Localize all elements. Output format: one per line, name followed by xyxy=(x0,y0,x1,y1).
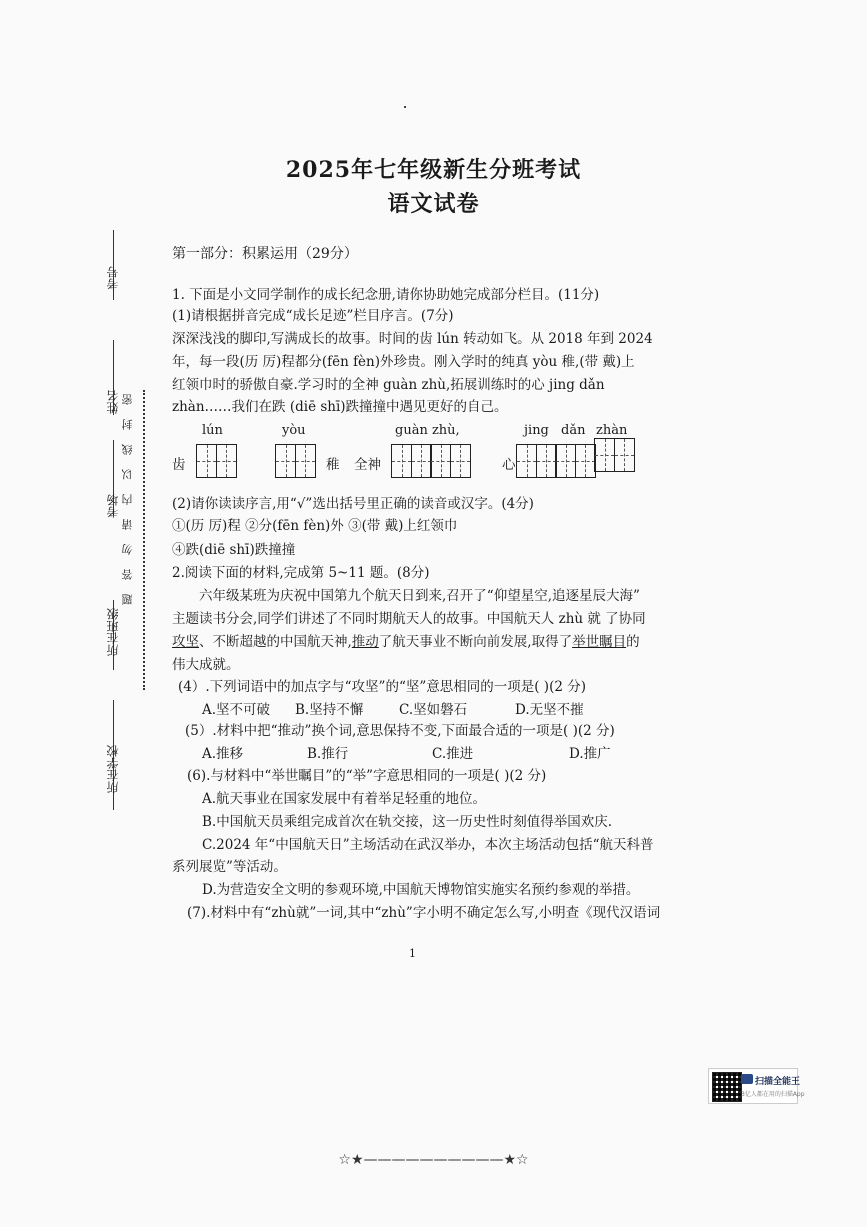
q4-stem: (4）.下列词语中的加点字与“攻坚”的“坚”意思相同的一项是( )(2 分) xyxy=(178,679,586,695)
part1-heading: 第一部分：积累运用（29分） xyxy=(172,246,358,262)
scanner-logo-icon xyxy=(741,1074,753,1084)
q5-stem: (5）.材料中把“推动”换个词,意思保持不变,下面最合适的一项是( )(2 分) xyxy=(185,723,615,739)
q4-option-a[interactable]: A.坚不可破 xyxy=(202,702,271,718)
q1-stem: 1. 下面是小文同学制作的成长纪念册,请你协助她完成部分栏目。(11分) xyxy=(172,287,600,303)
pinyin-zhan: zhàn xyxy=(596,423,628,438)
q4-option-d[interactable]: D.无坚不摧 xyxy=(515,702,584,718)
exam-title: 2025年七年级新生分班考试 xyxy=(285,157,582,183)
answer-boxes-jingdanzhan[interactable] xyxy=(516,444,633,478)
seal-line-text: 题答勿请内以线封密 xyxy=(121,380,134,605)
char-zhi: 稚 xyxy=(326,457,340,473)
q5-option-d[interactable]: D.推广 xyxy=(569,746,611,762)
q1-passage-line: 红领巾时的骄傲自豪.学习时的全神 guàn zhù,拓展训练时的心 jing dǎn xyxy=(172,377,605,393)
answer-box[interactable] xyxy=(295,444,316,478)
room-label: 考场 xyxy=(106,494,120,518)
answer-box[interactable] xyxy=(555,444,576,478)
q2-material-line: 伟大成就。 xyxy=(172,657,240,673)
q5-option-a[interactable]: A.推移 xyxy=(202,746,244,762)
scan-speck xyxy=(404,106,406,108)
answer-box[interactable] xyxy=(411,444,432,478)
char-chi: 齿 xyxy=(172,457,186,473)
qr-code-icon xyxy=(712,1072,742,1102)
underlined-gongjian: 攻坚 xyxy=(172,634,199,650)
answer-box[interactable] xyxy=(196,444,217,478)
q1-passage-line: zhàn……我们在跌 (diē shī)跌撞撞中遇见更好的自己。 xyxy=(172,399,508,415)
char-quanshen: 全神 xyxy=(354,457,381,473)
answer-box[interactable] xyxy=(594,438,615,472)
answer-box[interactable] xyxy=(216,444,237,478)
q1-passage-line: 深深浅浅的脚印,写满成长的故事。时间的齿 lún 转动如飞。从 2018 年到 2024 xyxy=(172,331,653,347)
underlined-jushizhumu: 举世瞩目 xyxy=(572,634,627,650)
q5-option-c[interactable]: C.推进 xyxy=(432,746,474,762)
answer-boxes-you[interactable] xyxy=(275,444,314,478)
material-text: 、不断超越的中国航天神, xyxy=(199,634,352,650)
q5-option-b[interactable]: B.推行 xyxy=(307,746,349,762)
material-text: 了航天事业不断向前发展,取得了 xyxy=(378,634,573,650)
answer-box[interactable] xyxy=(275,444,296,478)
seal-dashed-line xyxy=(143,390,145,690)
q6-option-c[interactable]: C.2024 年“中国航天日”主场活动在武汉举办，本次主场活动包括“航天科普 xyxy=(202,837,654,853)
underlined-tuidong: 推动 xyxy=(351,634,379,650)
q2-stem: 2.阅读下面的材料,完成第 5~11 题。(8分) xyxy=(172,565,430,581)
answer-boxes-lun[interactable] xyxy=(196,444,235,478)
scanner-subtitle: 3亿人都在用的扫描App xyxy=(741,1091,805,1098)
q2-material-line: 主题读书分会,同学们讲述了不同时期航天人的故事。中国航天人 zhù 就 了协同 xyxy=(172,611,646,627)
pinyin-jing: jing xyxy=(524,423,549,438)
pinyin-dan: dǎn xyxy=(561,423,586,438)
answer-box[interactable] xyxy=(536,444,557,478)
page-number: 1 xyxy=(409,947,416,960)
scanner-title: 扫描全能王 xyxy=(755,1077,801,1087)
pinyin-lun: lún xyxy=(202,423,223,438)
q1-sub1: (1)请根据拼音完成“成长足迹”栏目序言。(7分) xyxy=(172,308,454,324)
class-label: 所在班级 xyxy=(106,608,120,656)
q6-stem: (6).与材料中“举世瞩目”的“举”字意思相同的一项是( )(2 分) xyxy=(187,768,547,784)
school-label: 所在学校 xyxy=(106,745,120,793)
q1-choices-line2: ④跌(diē shī)跌撞撞 xyxy=(172,542,296,558)
q2-material-line: 六年级某班为庆祝中国第九个航天日到来,召开了“仰望星空,追逐星辰大海” xyxy=(199,588,640,604)
q1-passage-line: 年，每一段(历 厉)程都分(fēn fèn)外珍贵。刚入学时的纯真 yòu 稚,(带 戴)上 xyxy=(172,354,635,370)
exam-subtitle: 语文试卷 xyxy=(387,191,480,217)
exam-no-label: 考号 xyxy=(106,266,120,290)
q4-option-c[interactable]: C.坚如磐石 xyxy=(399,702,468,718)
answer-boxes-guanzhu[interactable] xyxy=(391,444,469,478)
answer-box[interactable] xyxy=(516,444,537,478)
answer-box[interactable] xyxy=(614,438,635,472)
name-label: 姓名 xyxy=(106,390,120,414)
q1-sub2: (2)请你读读序言,用“√”选出括号里正确的读音或汉字。(4分) xyxy=(172,496,534,512)
answer-box[interactable] xyxy=(391,444,412,478)
q6-option-d[interactable]: D.为营造安全文明的参观环境,中国航天博物馆实施实名预约参观的举措。 xyxy=(202,882,640,898)
pinyin-you: yòu xyxy=(282,423,306,438)
q1-choices-line1: ①(历 厉)程 ②分(fēn fèn)外 ③(带 戴)上红领巾 xyxy=(172,518,458,534)
q4-option-b[interactable]: B.坚持不懈 xyxy=(295,702,364,718)
q7-stem: (7).材料中有“zhù就”一词,其中“zhù”字小明不确定怎么写,小明查《现代汉语词 xyxy=(187,905,661,921)
answer-box[interactable] xyxy=(430,444,451,478)
pinyin-guanzhu: guàn zhù, xyxy=(395,423,460,438)
material-text: 的 xyxy=(626,634,640,650)
q6-option-a[interactable]: A.航天事业在国家发展中有着举足轻重的地位。 xyxy=(202,791,487,807)
answer-box[interactable] xyxy=(575,444,596,478)
footer-decoration: ☆★——————————★☆ xyxy=(338,1152,529,1168)
q6-option-b[interactable]: B.中国航天员乘组完成首次在轨交接，这一历史性时刻值得举国欢庆. xyxy=(202,814,613,830)
q2-material-line xyxy=(172,632,640,652)
q6-option-c-cont: 系列展览”等活动。 xyxy=(172,859,287,875)
answer-box[interactable] xyxy=(450,444,471,478)
char-xin: 心 xyxy=(502,457,516,473)
